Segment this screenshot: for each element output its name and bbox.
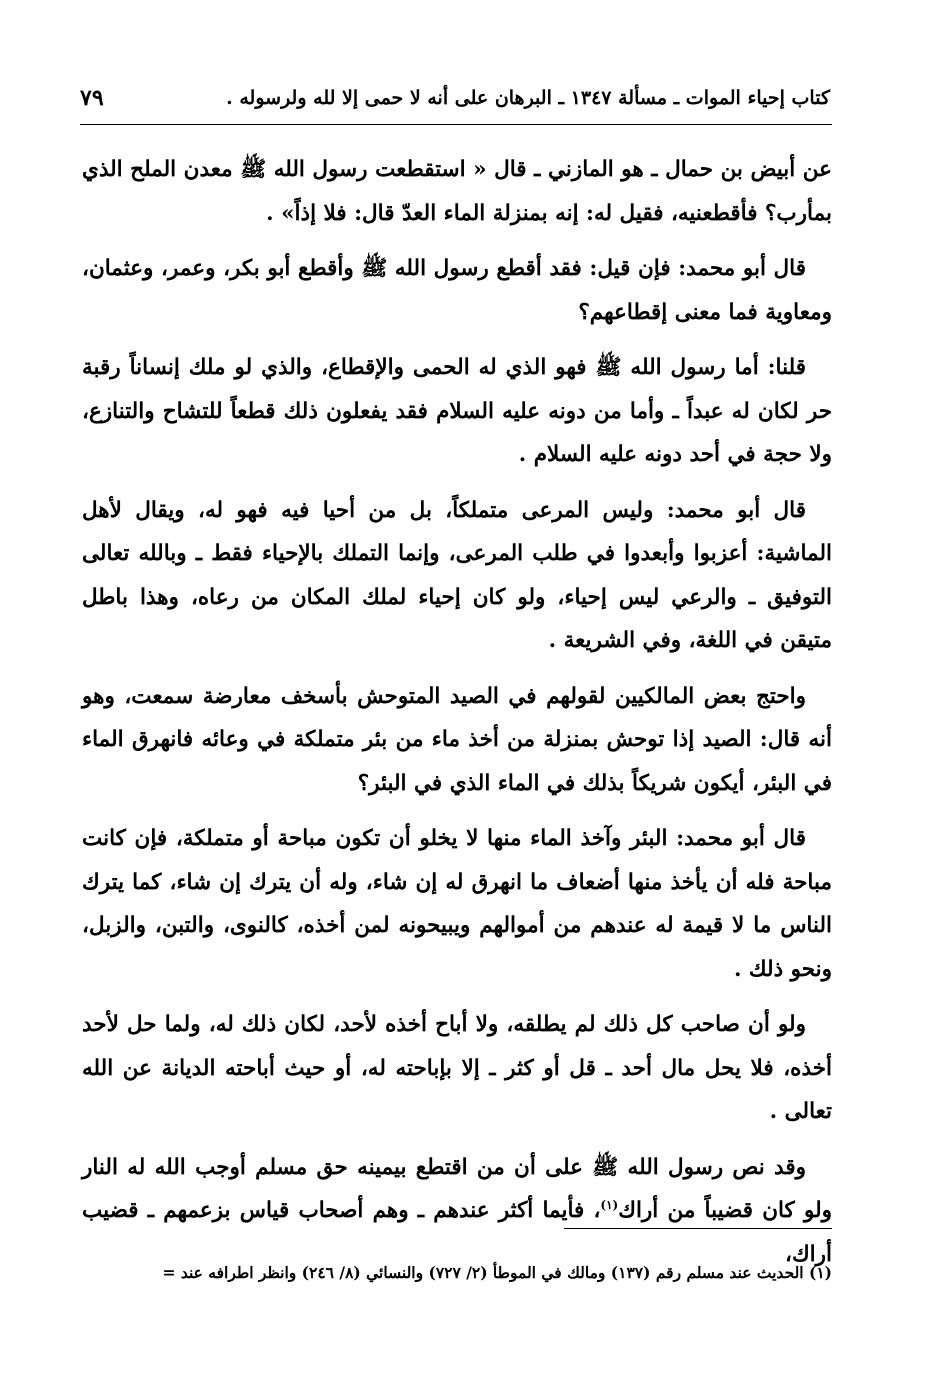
header-divider [80, 124, 832, 125]
footnote-divider [564, 1228, 832, 1229]
paragraph-arak-branch [82, 1146, 832, 1277]
running-title: كتاب إحياء الموات ـ مسألة ١٣٤٧ ـ البرهان على أنه لا حمى إلا لله ولرسوله . [226, 87, 830, 109]
paragraph-well-response: قال أبو محمد: البئر وآخذ الماء منها لا يخلو أن تكون مباحة أو متملكة، فإن كانت مباحة فله أن يأخذ منها أضعاف ما انهرق له إن شاء، وله أن يترك إن شاء، كما يترك الناس ما لا قيمة له عندهم من أموالهم ويبيحونه لمن أخذه، كالنوى، والتبن، والزبل، ونحو ذلك . [82, 826, 832, 982]
paragraph-maliki-argument: واحتج بعض المالكيين لقولهم في الصيد المتوحش بأسخف معارضة سمعت، وهو أنه قال: الصيد إذا توحش بمنزلة من أخذ ماء من بئر متملكة في وعائه فانهرق الماء في البئر، أيكون شريكاً بذلك في الماء الذي في البئر؟ [82, 683, 832, 796]
main-text [82, 148, 832, 1288]
page-number: ٧٩ [80, 85, 104, 111]
paragraph-pasture: قال أبو محمد: وليس المرعى متملكاً، بل من أحيا فيه فهو له، ويقال لأهل الماشية: أعزبوا وأبعدوا في طلب المرعى، وإنما التملك بالإحياء فقط ـ وبالله تعالى التوفيق ـ والرعي ليس إحياء، ولو كان إحياء لملك المكان من رعاه، وهذا باطل متيقن في اللغة، وفي الشريعة . [82, 497, 832, 653]
paragraph-question-iqta: قال أبو محمد: فإن قيل: فقد أقطع رسول الله ﷺ وأقطع أبو بكر، وعمر، وعثمان، ومعاوية فما معنى إقطاعهم؟ [82, 256, 832, 325]
paragraph-property-rule: ولو أن صاحب كل ذلك لم يطلقه، ولا أباح أخذه لأحد، لكان ذلك له، ولما حل لأحد أخذه، فلا يحل مال أحد ـ قل أو كثر ـ إلا بإباحته له، أو حيث أباحته الديانة عن الله تعالى . [82, 1012, 832, 1124]
page-header [80, 78, 830, 118]
footnote: (١) الحديث عند مسلم رقم (١٣٧) ومالك في الموطأ (٢/ ٧٢٧) والنسائي (٨/ ٢٤٦) وانظر اطرافه عند = [162, 1263, 832, 1282]
paragraph-answer-iqta: قلنا: أما رسول الله ﷺ فهو الذي له الحمى والإقطاع، والذي لو ملك إنساناً رقبة حر لكان له عبداً ـ وأما من دونه عليه السلام فقد يفعلون ذلك قطعاً للتشاح والتنازع، ولا حجة في أحد دونه عليه السلام . [82, 355, 832, 467]
paragraph-hadith: عن أبيض بن حمال ـ هو المازني ـ قال « استقطعت رسول الله ﷺ معدن الملح الذي بمأرب؟ فأقطعنيه، فقيل له: إنه بمنزلة الماء العدّ قال: فلا إذاً» . [82, 157, 832, 226]
footnote-marker: (١) [600, 1197, 619, 1212]
paragraph-arak-branch-text: وقد نص رسول الله ﷺ على أن من اقتطع بيمينه حق مسلم أوجب الله له النار ولو كان قضيباً من أراك$^{(١)}$، فأيما أكثر عندهم ـ وهم أصحاب قياس بزعمهم ـ قضيب أراك، [82, 1154, 833, 1267]
